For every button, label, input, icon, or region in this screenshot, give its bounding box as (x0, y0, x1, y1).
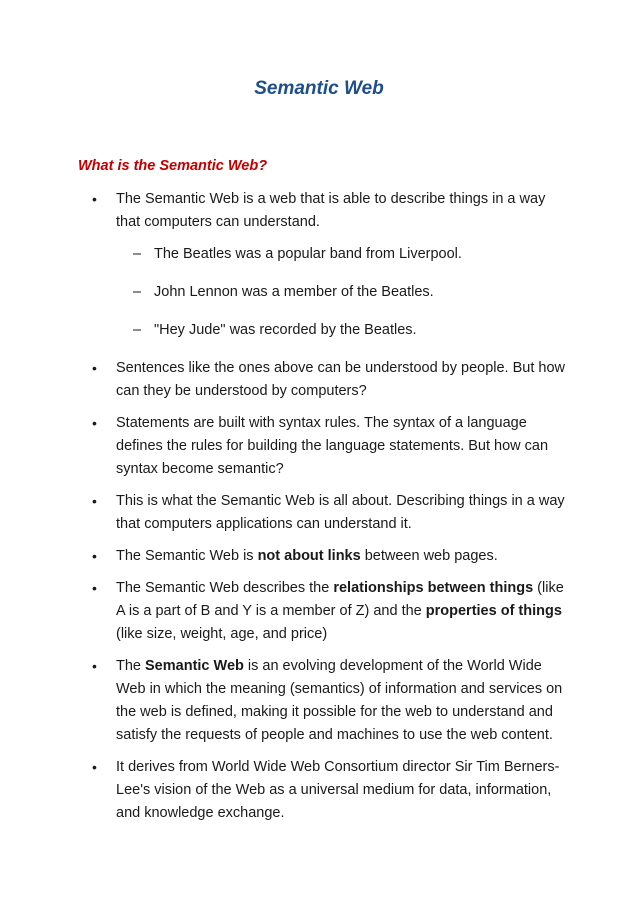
list-item (0, 412, 566, 481)
item-text: Sentences like the ones above can be understood by people. But how can they be understood by computers? (116, 360, 566, 399)
item-text: The Semantic Web describes the relationships between things (like A is a part of B and Y is a member of Z) and the properties of things (like size, weight, age, and price) (116, 580, 564, 642)
item-text: This is what the Semantic Web is all about. Describing things in a way that computers applications can understand it. (116, 493, 565, 532)
bullet-icon: • (92, 759, 97, 775)
bullet-icon: • (92, 548, 97, 564)
bullet-icon: • (92, 658, 97, 674)
bullet-icon: • (92, 415, 97, 431)
sub-list-item (0, 281, 638, 304)
list-item (0, 545, 566, 568)
item-text: Statements are built with syntax rules. The syntax of a language defines the rules for building the language statements. But how can syntax become semantic? (116, 415, 549, 477)
bullet-icon: • (92, 360, 97, 376)
page-title: Semantic Web (254, 78, 384, 99)
item-text: The Semantic Web is an evolving development of the World Wide Web in which the meaning (semantics) of information and services on the web is defined, making it possible for the web to understand and satisfy the requests of people and machines to use the web content. (116, 658, 563, 743)
sub-list (0, 243, 638, 342)
bullet-icon: • (92, 580, 97, 596)
sub-list-item (0, 319, 638, 342)
item-text: It derives from World Wide Web Consortium director Sir Tim Berners-Lee's vision of the Web as a universal medium for data, information, and knowledge exchange. (116, 759, 560, 821)
bullet-icon: • (92, 191, 97, 207)
section-heading: What is the Semantic Web? (78, 158, 268, 174)
list-item (0, 188, 566, 234)
bullet-icon: • (92, 493, 97, 509)
sub-item-text: John Lennon was a member of the Beatles. (154, 284, 434, 300)
bullet-list (0, 188, 638, 834)
bold-phrase: Semantic Web (145, 658, 244, 674)
list-item (0, 577, 566, 646)
dash-icon: – (133, 246, 142, 262)
list-item (0, 357, 566, 403)
sub-item-text: The Beatles was a popular band from Liverpool. (154, 246, 462, 262)
list-item (0, 756, 566, 825)
item-text: The Semantic Web is a web that is able to describe things in a way that computers can understand. (116, 191, 546, 230)
sub-list-item (0, 243, 638, 266)
dash-icon: – (133, 322, 142, 338)
item-text: The Semantic Web is not about links between web pages. (116, 548, 498, 564)
bold-phrase: properties of things (425, 603, 562, 619)
sub-item-text: "Hey Jude" was recorded by the Beatles. (154, 322, 417, 338)
dash-icon: – (133, 284, 142, 300)
bold-phrase: relationships between things (333, 580, 534, 596)
list-item (0, 655, 566, 747)
bold-phrase: not about links (257, 548, 361, 564)
list-item (0, 490, 566, 536)
